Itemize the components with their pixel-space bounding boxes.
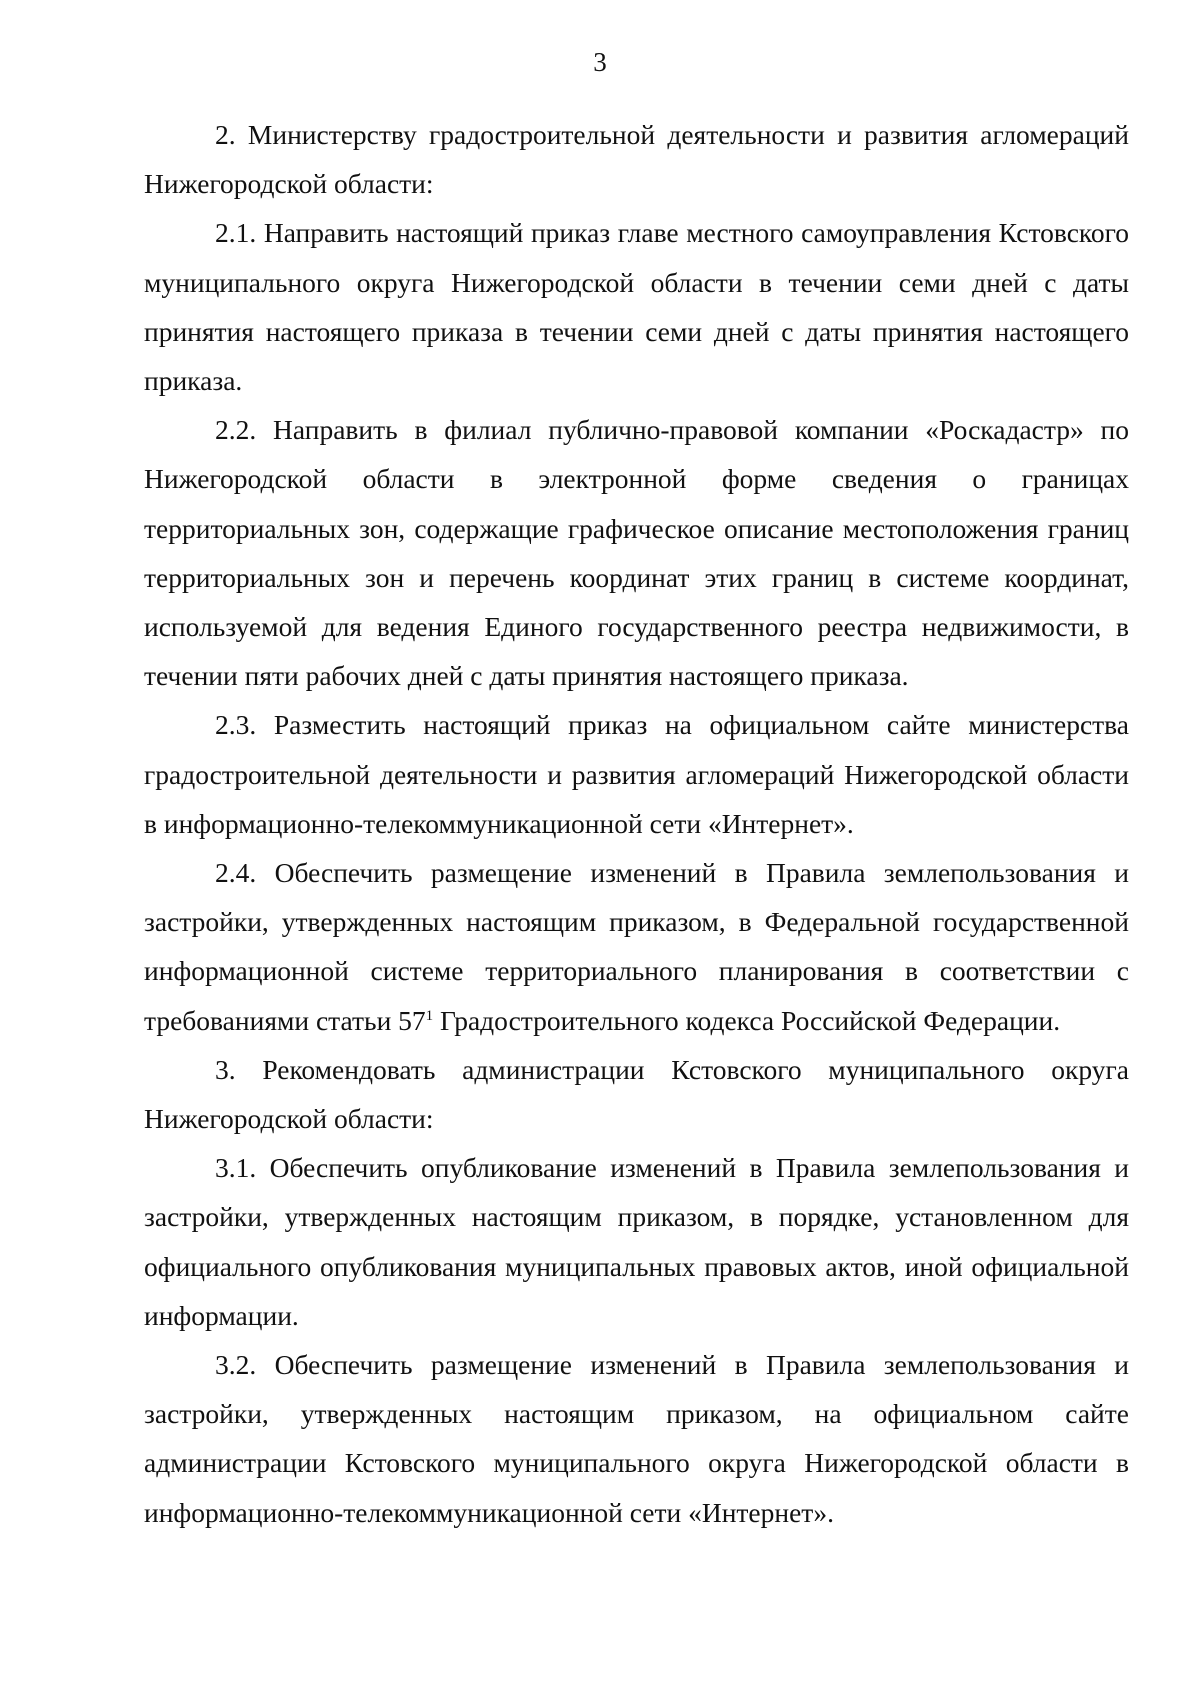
paragraph-2-4-text-after: Градостроительного кодекса Российской Федерации. [433, 1004, 1061, 1036]
paragraph-3-2: 3.2. Обеспечить размещение изменений в Правила землепользования и застройки, утвержденных настоящим приказом, на официальном сайте администрации Кстовского муниципального округа Нижегородской области в информационно-телекоммуникационной сети «Интернет». [144, 1349, 1129, 1528]
paragraph-2: 2. Министерству градостроительной деятельности и развития агломераций Нижегородской области: [144, 119, 1129, 200]
page-number: 3 [593, 47, 607, 77]
paragraph-2-3: 2.3. Разместить настоящий приказ на официальном сайте министерства градостроительной деятельности и развития агломераций Нижегородской области в информационно-телекоммуникационной сети «Интернет». [144, 709, 1129, 839]
paragraph-3-1: 3.1. Обеспечить опубликование изменений в Правила землепользования и застройки, утвержденных настоящим приказом, в порядке, установленном для официального опубликования муниципальных правовых актов, иной официальной информации. [144, 1152, 1129, 1331]
document-body [144, 110, 1129, 1537]
paragraph-2-4 [144, 848, 1129, 1045]
article-superscript: 1 [425, 1007, 434, 1024]
paragraph-3: 3. Рекомендовать администрации Кстовского муниципального округа Нижегородской области: [144, 1053, 1129, 1135]
paragraph-2-1: 2.1. Направить настоящий приказ главе местного самоуправления Кстовского муниципального округа Нижегородской области в течении семи дней с даты принятия настоящего приказа в течении семи дней с даты принятия настоящего приказа. [144, 217, 1129, 397]
paragraph-2-2: 2.2. Направить в филиал публично-правовой компании «Роскадастр» по Нижегородской области в электронной форме сведения о границах территориальных зон, содержащие графическое описание местоположения границ территориальных зон и перечень координат этих границ в системе координат, используемой для ведения Единого государственного реестра недвижимости, в течении пяти рабочих дней с даты принятия настоящего приказа. [144, 414, 1129, 692]
paragraph-2-4-text-before: 2.4. Обеспечить размещение изменений в Правила землепользования и застройки, утвержденных настоящим приказом, в Федеральной государственной информационной системе территориального планирования в соответствии с требованиями статьи 57 [144, 857, 1129, 1036]
